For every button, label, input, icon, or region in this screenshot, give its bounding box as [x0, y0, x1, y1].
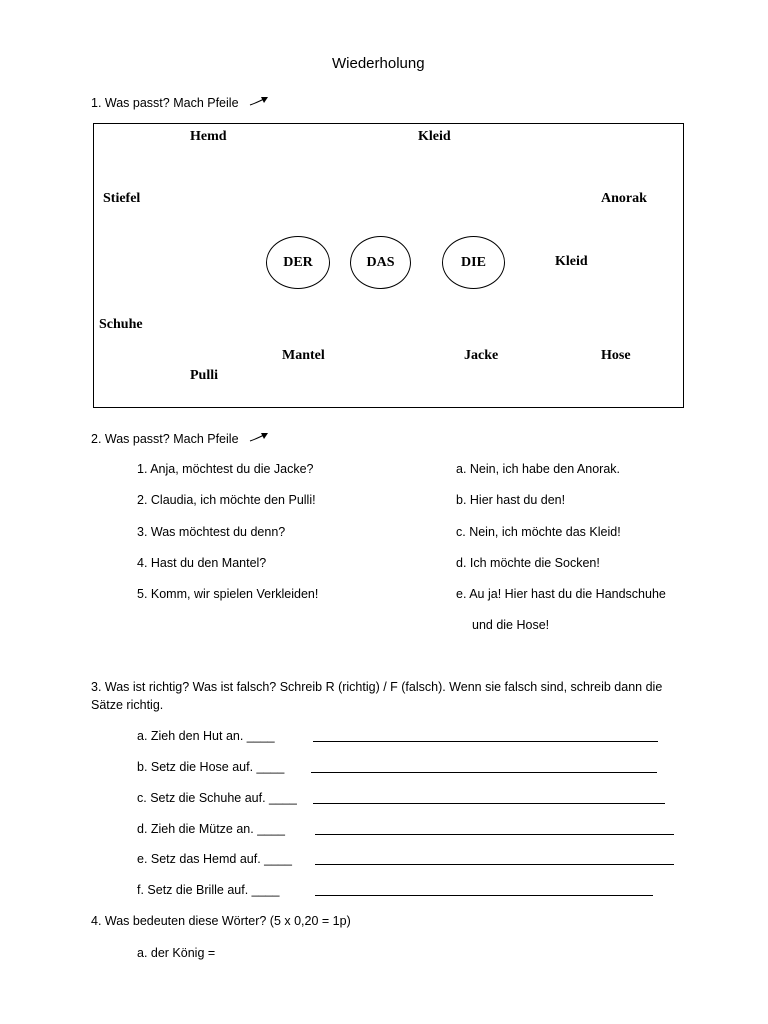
list-item: b. Hier hast du den! — [456, 493, 566, 507]
list-item: a. der König = — [137, 946, 216, 960]
article-das-label: DAS — [366, 254, 395, 270]
answer-line[interactable] — [315, 864, 674, 865]
article-der-label: DER — [283, 254, 313, 270]
list-item: d. Zieh die Mütze an. ____ — [137, 822, 286, 836]
list-item: d. Ich möchte die Socken! — [456, 556, 600, 570]
list-item: a. Nein, ich habe den Anorak. — [456, 462, 621, 476]
section1-heading: 1. Was passt? Mach Pfeile — [91, 96, 239, 110]
list-item: 4. Hast du den Mantel? — [137, 556, 267, 570]
article-das[interactable] — [350, 236, 411, 289]
word-mantel: Mantel — [282, 348, 325, 363]
answer-line[interactable] — [311, 772, 657, 773]
article-die-label: DIE — [461, 254, 486, 270]
list-item: 3. Was möchtest du denn? — [137, 525, 286, 539]
arrow-icon — [248, 95, 270, 107]
word-pulli: Pulli — [190, 368, 219, 383]
section3-heading-line1: 3. Was ist richtig? Was ist falsch? Schreib R (richtig) / F (falsch). Wenn sie falsch sind, schreib dann die — [91, 680, 663, 694]
arrow-icon — [248, 431, 270, 443]
section4-heading: 4. Was bedeuten diese Wörter? (5 x 0,20 = 1p) — [91, 914, 351, 928]
page-title: Wiederholung — [332, 55, 425, 72]
word-kleid-mid: Kleid — [555, 254, 588, 269]
list-item: 5. Komm, wir spielen Verkleiden! — [137, 587, 319, 601]
word-hemd: Hemd — [190, 129, 227, 144]
section3-heading-line2: Sätze richtig. — [91, 698, 164, 712]
list-item: e. Setz das Hemd auf. ____ — [137, 852, 292, 866]
list-item: f. Setz die Brille auf. ____ — [137, 883, 280, 897]
word-anorak: Anorak — [601, 191, 647, 206]
list-item: 1. Anja, möchtest du die Jacke? — [137, 462, 314, 476]
answer-line[interactable] — [313, 803, 665, 804]
list-item: a. Zieh den Hut an. ____ — [137, 729, 275, 743]
list-item: b. Setz die Hose auf. ____ — [137, 760, 285, 774]
word-schuhe: Schuhe — [99, 317, 143, 332]
word-hose: Hose — [601, 348, 631, 363]
list-item: und die Hose! — [472, 618, 550, 632]
list-item: 2. Claudia, ich möchte den Pulli! — [137, 493, 316, 507]
answer-line[interactable] — [315, 834, 674, 835]
list-item: c. Setz die Schuhe auf. ____ — [137, 791, 297, 805]
word-stiefel: Stiefel — [103, 191, 141, 206]
list-item: c. Nein, ich möchte das Kleid! — [456, 525, 621, 539]
list-item: e. Au ja! Hier hast du die Handschuhe — [456, 587, 666, 601]
answer-line[interactable] — [313, 741, 658, 742]
section2-heading: 2. Was passt? Mach Pfeile — [91, 432, 239, 446]
answer-line[interactable] — [315, 895, 653, 896]
article-der[interactable] — [266, 236, 330, 289]
word-kleid-top: Kleid — [418, 129, 451, 144]
article-die[interactable] — [442, 236, 505, 289]
word-jacke: Jacke — [464, 348, 499, 363]
